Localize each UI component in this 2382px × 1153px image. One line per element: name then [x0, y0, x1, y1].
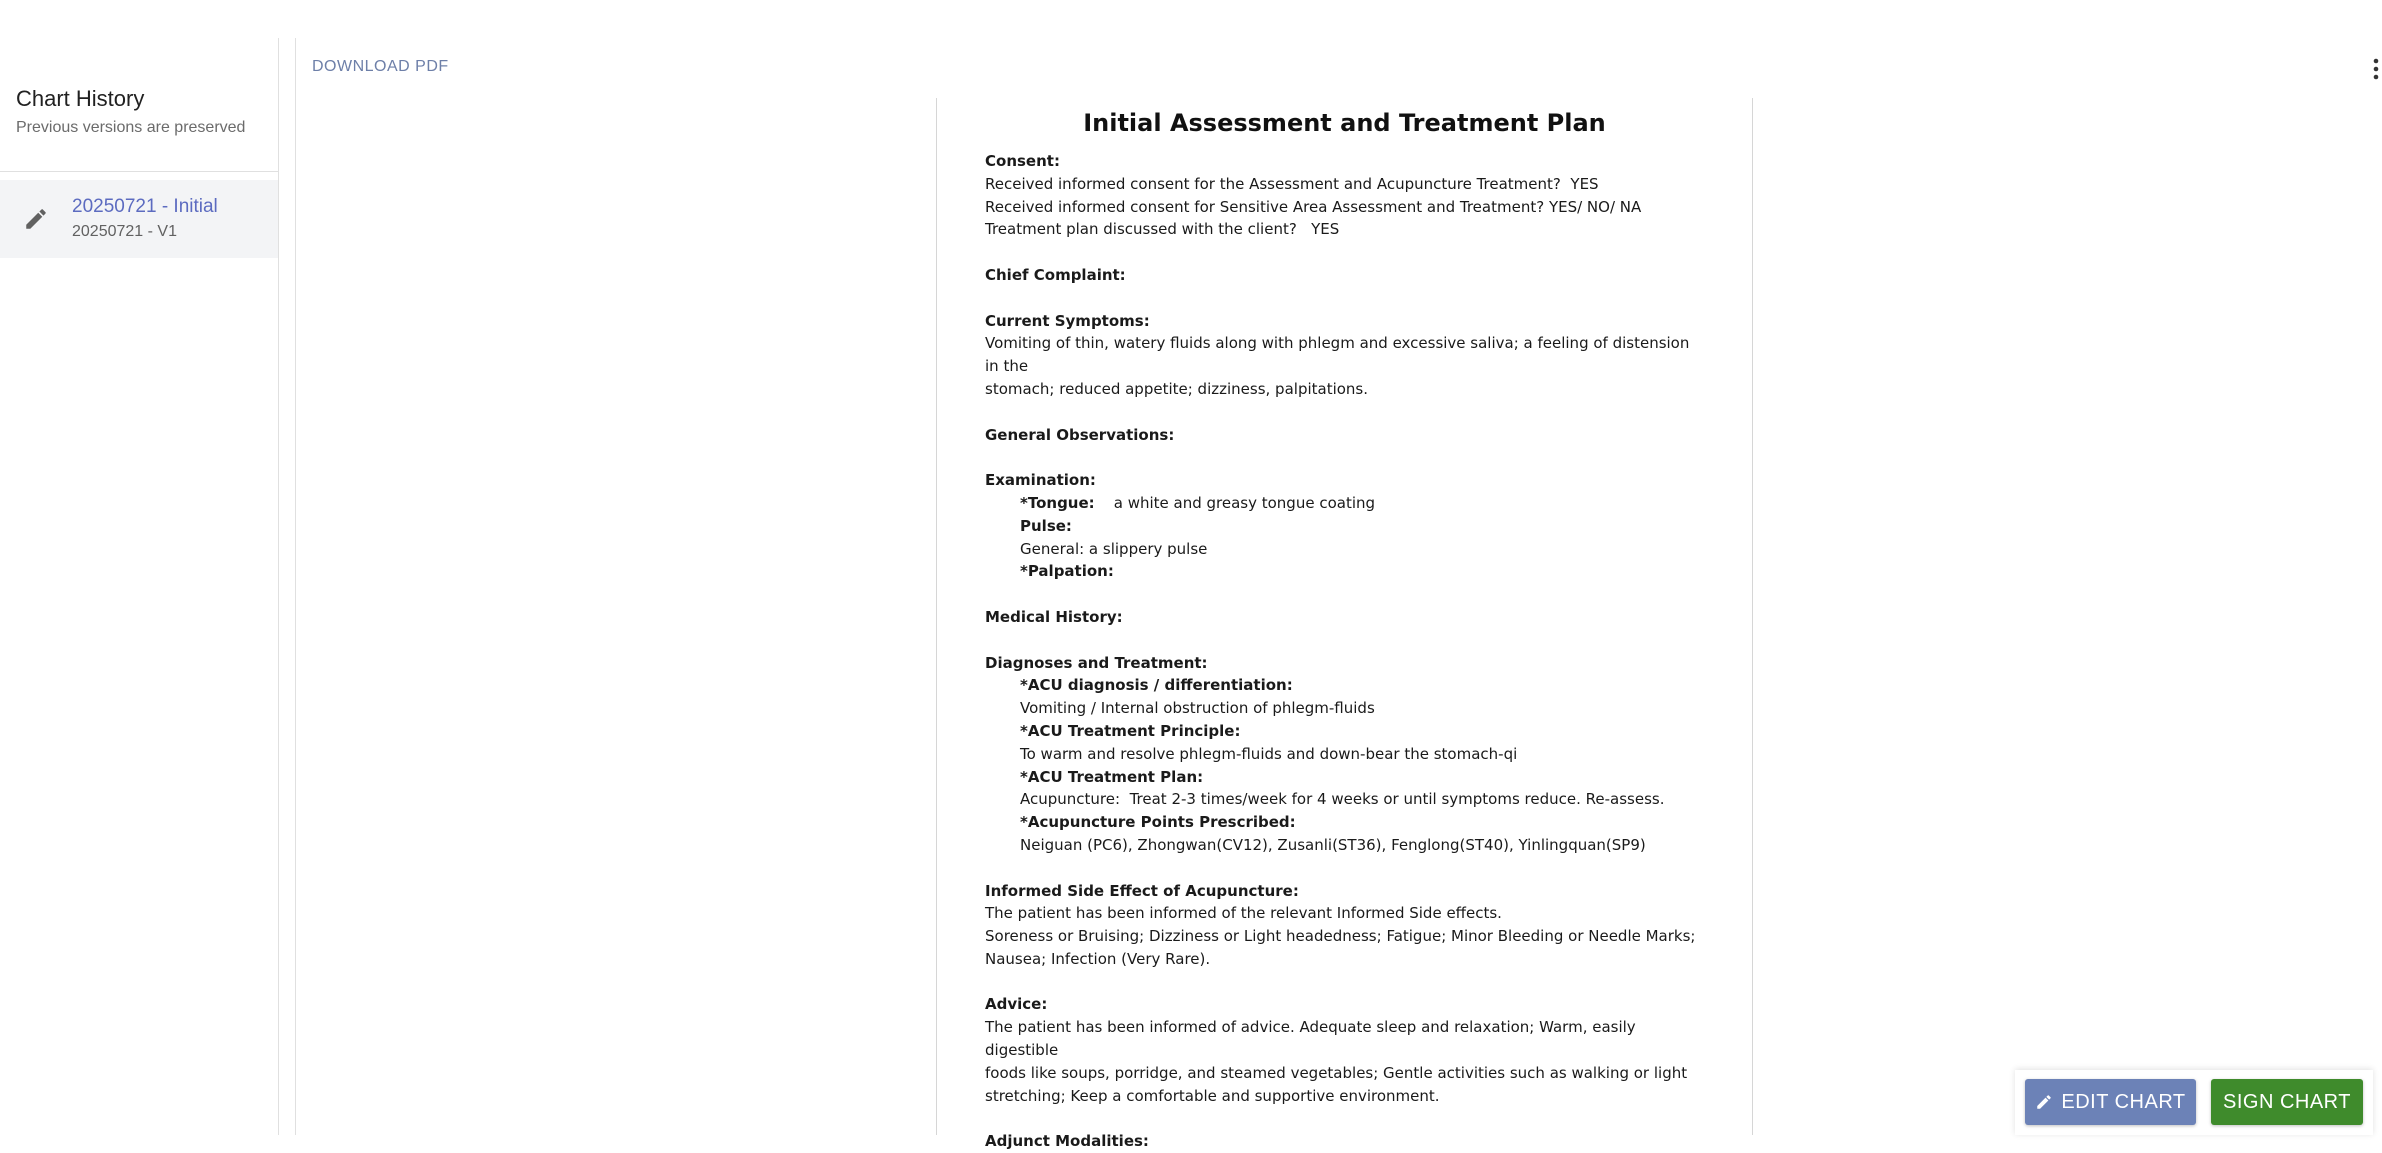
side-effects-heading: Informed Side Effect of Acupuncture: [985, 881, 1299, 900]
consent-line: Received informed consent for Sensitive Area Assessment and Treatment? YES/ NO/ NA [985, 197, 1642, 216]
treatment-principle-value: To warm and resolve phlegm-fluids and down-bear the stomach-qi [1020, 744, 1518, 763]
tongue-row [985, 492, 1704, 515]
adjunct-heading: Adjunct Modalities: [985, 1132, 1149, 1151]
more-vert-icon[interactable] [2370, 58, 2382, 80]
tongue-value: a white and greasy tongue coating [1113, 493, 1376, 512]
palpation-label: *Palpation: [1020, 562, 1114, 581]
consent-heading: Consent: [985, 152, 1060, 170]
tongue-label: *Tongue: [1020, 493, 1095, 512]
points-label: *Acupuncture Points Prescribed: [1020, 813, 1296, 832]
current-symptoms-line: Vomiting of thin, watery fluids along with phlegm and excessive saliva; a feeling of distension in the [985, 334, 1695, 376]
chart-history-sidebar [0, 38, 279, 1135]
edit-pencil-icon [2035, 1093, 2053, 1111]
advice-line: The patient has been informed of advice. Adequate sleep and relaxation; Warm, easily digestible [985, 1018, 1641, 1060]
treatment-principle-label: *ACU Treatment Principle: [1020, 721, 1241, 740]
current-symptoms-heading: Current Symptoms: [985, 311, 1150, 330]
points-value: Neiguan (PC6), Zhongwan(CV12), Zusanli(ST36), Fenglong(ST40), Yinlingquan(SP9) [1020, 835, 1646, 854]
general-observations-heading: General Observations: [985, 425, 1175, 444]
examination-heading: Examination: [985, 471, 1096, 490]
pencil-icon [0, 206, 72, 232]
consent-line: Treatment plan discussed with the client? YES [985, 220, 1340, 239]
side-effects-line: The patient has been informed of the relevant Informed Side effects. [985, 904, 1502, 923]
sign-chart-button[interactable] [2211, 1079, 2363, 1125]
diagnosis-label: *ACU diagnosis / differentiation: [1020, 676, 1293, 695]
current-symptoms-line: stomach; reduced appetite; dizziness, palpitations. [985, 379, 1369, 398]
advice-heading: Advice: [985, 995, 1048, 1014]
chart-action-bar [2015, 1070, 2373, 1135]
history-item-initial[interactable] [0, 180, 278, 258]
treatment-plan-label: *ACU Treatment Plan: [1020, 767, 1204, 786]
edit-chart-label: EDIT CHART [2061, 1090, 2186, 1113]
sign-chart-label: SIGN CHART [2223, 1090, 2351, 1113]
main-divider [295, 38, 296, 1135]
medical-history-heading: Medical History: [985, 607, 1123, 626]
diagnosis-value: Vomiting / Internal obstruction of phlegm-fluids [1020, 699, 1375, 718]
treatment-plan-value: Acupuncture: Treat 2-3 times/week for 4 weeks or until symptoms reduce. Re-assess. [1020, 790, 1665, 809]
history-item-title: 20250721 - Initial [72, 196, 218, 217]
edit-chart-button[interactable] [2025, 1079, 2196, 1125]
pulse-value: General: a slippery pulse [1020, 539, 1208, 558]
advice-line: stretching; Keep a comfortable and supportive environment. [985, 1086, 1440, 1105]
chief-complaint-heading: Chief Complaint: [985, 265, 1126, 284]
history-item-version: 20250721 - V1 [72, 223, 177, 240]
diagnoses-heading: Diagnoses and Treatment: [985, 653, 1208, 672]
consent-line: Received informed consent for the Assessment and Acupuncture Treatment? YES [985, 174, 1599, 193]
download-pdf-button[interactable]: DOWNLOAD PDF [312, 58, 449, 75]
pulse-label: Pulse: [1020, 516, 1072, 535]
document-title: Initial Assessment and Treatment Plan [1083, 109, 1606, 137]
side-effects-line: Nausea; Infection (Very Rare). [985, 949, 1211, 968]
sidebar-subtitle: Previous versions are preserved [16, 119, 246, 136]
sidebar-title: Chart History [16, 86, 145, 111]
side-effects-line: Soreness or Bruising; Dizziness or Light headedness; Fatigue; Minor Bleeding or Needle Marks; [985, 927, 1696, 946]
advice-line: foods like soups, porridge, and steamed vegetables; Gentle activities such as walking or light [985, 1063, 1688, 1082]
sidebar-header [0, 38, 278, 172]
chart-document [936, 98, 1753, 1151]
